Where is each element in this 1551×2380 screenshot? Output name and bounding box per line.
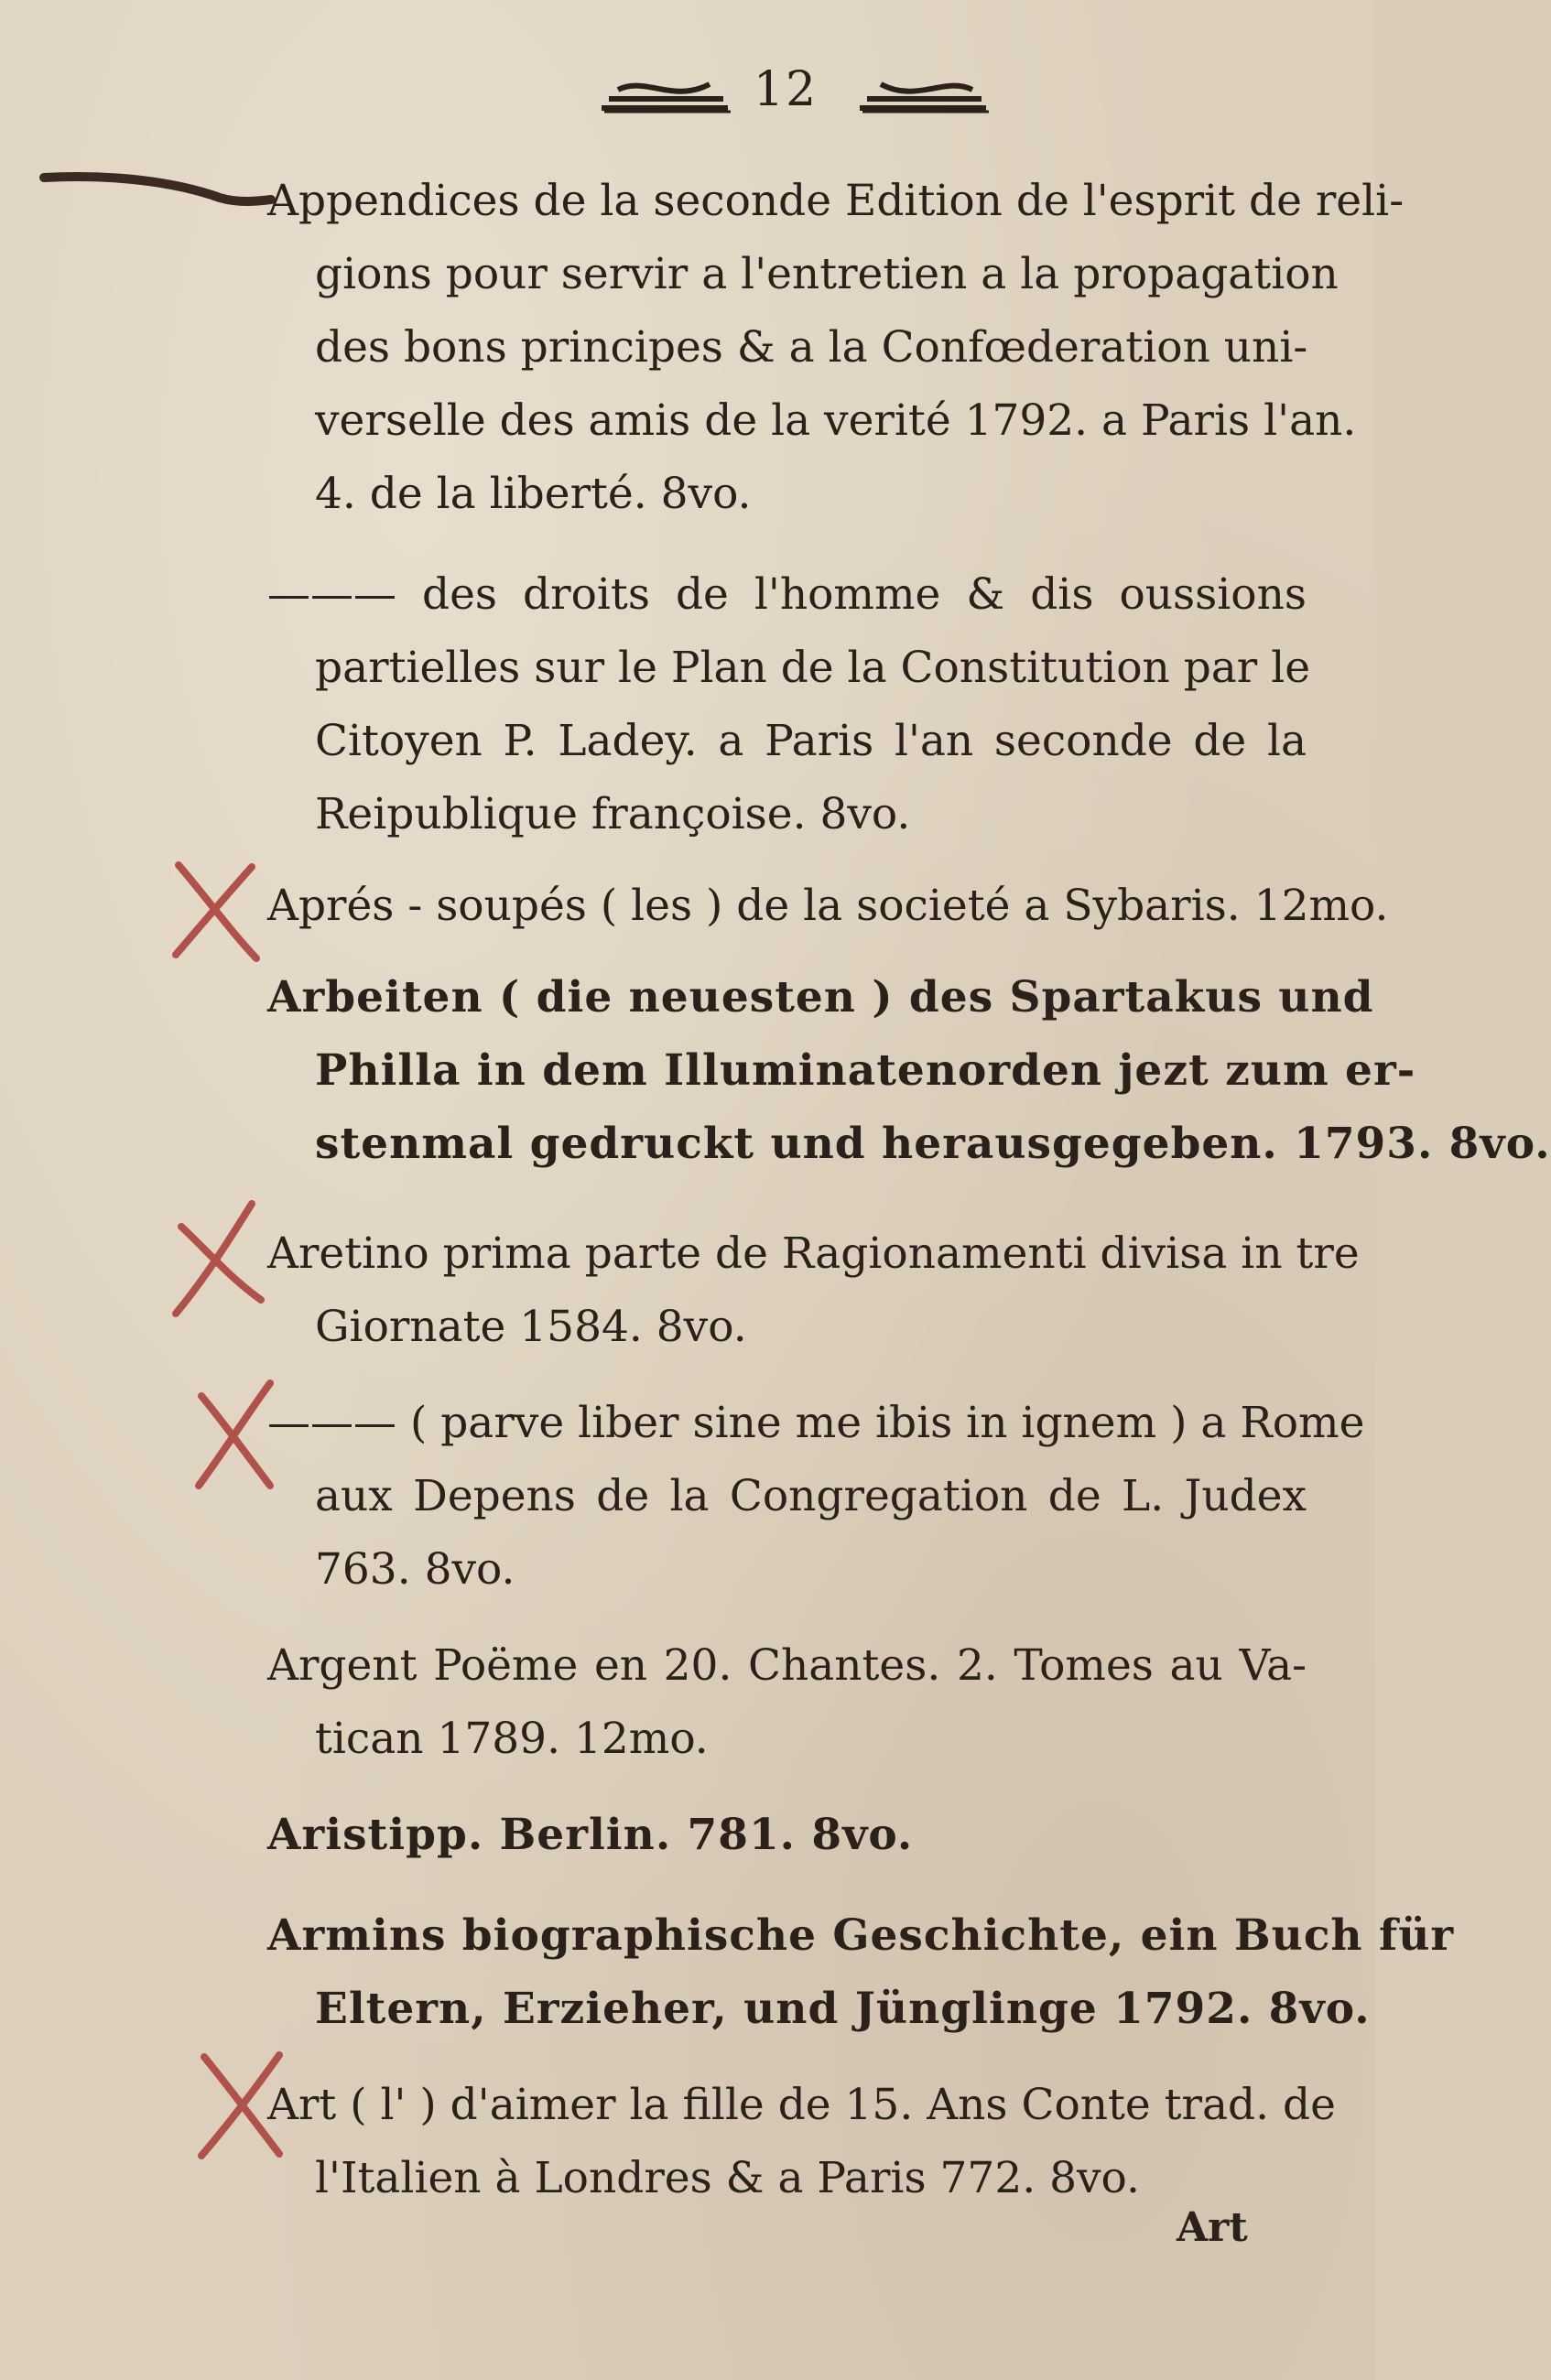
entry-line: ——— des droits de l'homme & dis oussions bbox=[267, 569, 1307, 620]
catalogue-entry bbox=[267, 961, 1551, 1181]
entry-line: Aretino prima parte de Ragionamenti divisa in tre bbox=[267, 1228, 1360, 1279]
entry-line: Philla in dem Illuminatenorden jezt zum er- bbox=[315, 1045, 1416, 1096]
catalogue-entry bbox=[267, 2069, 1336, 2215]
entry-line: Aristipp. Berlin. 781. 8vo. bbox=[267, 1810, 914, 1860]
catchword: Art bbox=[1177, 2204, 1248, 2251]
entry-line: Giornate 1584. 8vo. bbox=[315, 1302, 747, 1352]
entry-line: Arbeiten ( die neuesten ) des Spartakus und bbox=[267, 972, 1374, 1022]
page-number: 12 bbox=[753, 62, 819, 117]
entry-line: l'Italien à Londres & a Paris 772. 8vo. bbox=[315, 2153, 1140, 2203]
entry-line: Appendices de la seconde Edition de l'esprit de reli- bbox=[267, 176, 1405, 226]
entry-line: Armins biographische Geschichte, ein Buch für bbox=[267, 1910, 1455, 1961]
catalogue-entry bbox=[267, 870, 1389, 943]
entry-line: Art ( l' ) d'aimer la fille de 15. Ans Conte trad. de bbox=[267, 2080, 1336, 2130]
entry-line: 4. de la liberté. 8vo. bbox=[315, 469, 752, 519]
catalogue-entry bbox=[267, 1899, 1455, 2046]
catalogue-entry bbox=[267, 1629, 1307, 1776]
ink-dash-mark-icon bbox=[37, 165, 275, 220]
left-ornament-icon bbox=[600, 71, 732, 119]
entry-line: gions pour servir a l'entretien a la propagation bbox=[315, 249, 1339, 299]
red-x-mark-icon bbox=[165, 856, 275, 966]
entry-line: Citoyen P. Ladey. a Paris l'an seconde de la bbox=[315, 716, 1307, 766]
catalogue-entry bbox=[267, 1387, 1365, 1606]
page-header bbox=[0, 55, 1375, 137]
entry-line: 763. 8vo. bbox=[315, 1544, 515, 1595]
entry-line: Eltern, Erzieher, und Jünglinge 1792. 8vo. bbox=[315, 1984, 1371, 2034]
entry-line: Reipublique françoise. 8vo. bbox=[315, 789, 911, 839]
entry-line: partielles sur le Plan de la Constitution par le bbox=[315, 643, 1311, 693]
right-ornament-icon bbox=[858, 71, 991, 119]
entry-line: stenmal gedruckt und herausgegeben. 1793. 8vo. bbox=[315, 1119, 1551, 1169]
entry-line: Argent Poëme en 20. Chantes. 2. Tomes au Va- bbox=[267, 1640, 1307, 1691]
entry-line: aux Depens de la Congregation de L. Judex bbox=[315, 1471, 1307, 1521]
catalogue-entry bbox=[267, 165, 1405, 531]
entry-line: verselle des amis de la verité 1792. a Paris l'an. bbox=[315, 395, 1357, 446]
catalogue-entry bbox=[267, 1799, 1307, 1872]
catalogue-entry bbox=[267, 558, 1311, 851]
entry-line: Aprés - soupés ( les ) de la societé a Sybaris. 12mo. bbox=[267, 881, 1389, 931]
catalogue-entry bbox=[267, 1217, 1360, 1364]
entry-line: ——— ( parve liber sine me ibis in ignem ) a Rome bbox=[267, 1398, 1365, 1448]
red-x-mark-icon bbox=[165, 1199, 275, 1318]
entry-line: tican 1789. 12mo. bbox=[315, 1714, 709, 1764]
entry-line: des bons principes & a la Confœderation uni- bbox=[315, 322, 1308, 373]
